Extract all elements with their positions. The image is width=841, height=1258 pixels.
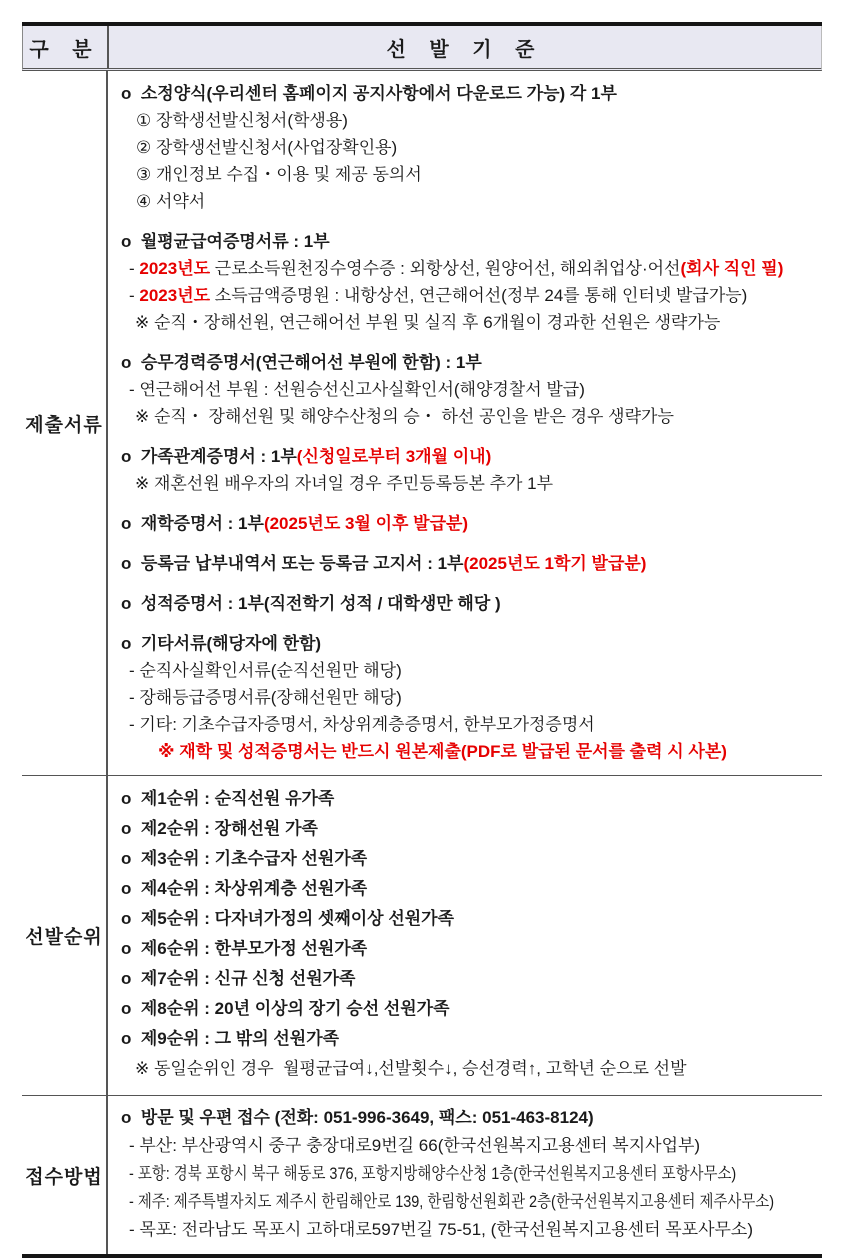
row-label-priority: 선발순위 (22, 776, 108, 1095)
text-line (108, 905, 818, 932)
row-content-apply-method (108, 1096, 841, 1254)
text-line (108, 684, 818, 711)
highlighted-text: (신청일로부터 3개월 이내) (296, 447, 492, 466)
text-segment: o 성적증명서 : 1부(직전학기 성적 / 대학생만 해당 ) (121, 594, 501, 613)
text-line (108, 1160, 841, 1188)
text-segment: - 목포: 전라남도 목포시 고하대로597번길 75-51, (한국선원복지고용센터 목포사무소) (129, 1220, 753, 1239)
row-content-documents (108, 71, 822, 775)
text-line (108, 965, 818, 992)
row-label-documents: 제출서류 (22, 71, 108, 775)
text-segment: - 제주: 제주특별자치도 제주시 한림해안로 139, 한림항선원회관 2층(한국선원복지고용센터 제주사무소) (129, 1192, 775, 1211)
text-line (108, 470, 818, 497)
text-line (108, 657, 818, 684)
text-segment: o 소정양식(우리센터 홈페이지 공지사항에서 다운로드 가능) 각 1부 (121, 84, 617, 103)
text-line (108, 510, 818, 537)
text-segment: - 기타: 기초수급자증명서, 차상위계층증명서, 한부모가정증명서 (129, 715, 595, 734)
text-segment: o 가족관계증명서 : 1부 (121, 447, 297, 466)
text-segment: 근로소득원천징수영수증 : 외항상선, 원양어선, 해외취업상·어선 (210, 259, 681, 278)
text-segment: - (129, 259, 140, 278)
row-content-priority (108, 776, 822, 1095)
text-line (108, 309, 818, 336)
text-segment: ※ 순직・ 장해선원 및 해양수산청의 승・ 하선 공인을 받은 경우 생략가능 (135, 407, 674, 426)
text-line (108, 376, 818, 403)
text-line (108, 1104, 841, 1132)
text-segment: o 제3순위 : 기초수급자 선원가족 (121, 849, 368, 868)
text-segment: o 등록금 납부내역서 또는 등록금 고지서 : 1부 (121, 554, 464, 573)
text-segment: o 재학증명서 : 1부 (121, 514, 264, 533)
highlighted-text: 2023년도 (139, 286, 211, 305)
text-line (108, 1216, 841, 1244)
text-line (108, 935, 818, 962)
criteria-table (22, 22, 822, 1258)
row-documents (22, 71, 822, 775)
text-line (108, 995, 818, 1022)
row-priority (22, 775, 822, 1095)
text-segment: o 승무경력증명서(연근해어선 부원에 한함) : 1부 (121, 353, 482, 372)
text-segment: ① 장학생선발신청서(학생용) (136, 111, 348, 130)
text-segment: - 부산: 부산광역시 중구 충장대로9번길 66(한국선원복지고용센터 복지사업부) (129, 1136, 701, 1155)
text-segment: o 제1순위 : 순직선원 유가족 (121, 789, 335, 808)
text-segment: - 포항: 경북 포항시 북구 해동로 376, 포항지방해양수산청 1층(한국선원복지고용센터 포항사무소) (129, 1164, 737, 1183)
highlighted-text: (회사 직인 필) (680, 259, 784, 278)
header-cell-criteria: 선 발 기 준 (386, 38, 544, 61)
table-header-row (22, 26, 822, 71)
text-line (108, 80, 818, 107)
highlighted-text: (2025년도 3월 이후 발급분) (263, 514, 469, 533)
text-line (108, 845, 818, 872)
text-line (108, 590, 818, 617)
text-segment: - 순직사실확인서류(순직선원만 해당) (129, 661, 402, 680)
text-line (108, 875, 818, 902)
text-line (108, 443, 818, 470)
text-segment: o 제9순위 : 그 밖의 선원가족 (121, 1029, 340, 1048)
text-segment: ③ 개인정보 수집・이용 및 제공 동의서 (136, 165, 422, 184)
text-segment: ※ 동일순위인 경우 월평균급여↓,선발횟수↓, 승선경력↑, 고학년 순으로 선발 (135, 1059, 687, 1078)
text-segment: o 기타서류(해당자에 한함) (121, 634, 322, 653)
text-line (108, 815, 818, 842)
text-line (108, 738, 818, 765)
text-line (108, 550, 818, 577)
text-line (108, 161, 818, 188)
text-segment: o 제5순위 : 다자녀가정의 셋째이상 선원가족 (121, 909, 455, 928)
text-segment: o 제4순위 : 차상위계층 선원가족 (121, 879, 368, 898)
text-segment: o 월평균급여증명서류 : 1부 (121, 232, 330, 251)
text-line (108, 630, 818, 657)
text-segment: ④ 서약서 (136, 192, 206, 211)
text-line (108, 228, 818, 255)
row-apply-method (22, 1095, 822, 1254)
text-segment: o 제8순위 : 20년 이상의 장기 승선 선원가족 (121, 999, 450, 1018)
text-line (108, 1132, 841, 1160)
text-segment: - (129, 286, 140, 305)
text-segment: ※ 순직・장해선원, 연근해어선 부원 및 실직 후 6개월이 경과한 선원은 생략가능 (135, 313, 721, 332)
text-line (108, 282, 818, 309)
text-line (108, 1025, 818, 1052)
text-segment: o 방문 및 우편 접수 (전화: 051-996-3649, 팩스: 051-463-8124) (121, 1108, 594, 1127)
text-line (108, 403, 818, 430)
text-segment: ② 장학생선발신청서(사업장확인용) (136, 138, 398, 157)
text-line (108, 1188, 841, 1216)
text-segment: o 제6순위 : 한부모가정 선원가족 (121, 939, 368, 958)
text-segment: o 제2순위 : 장해선원 가족 (121, 819, 318, 838)
text-segment: - 장해등급증명서류(장해선원만 해당) (129, 688, 402, 707)
text-line (108, 349, 818, 376)
text-line (108, 711, 818, 738)
text-segment: ※ 재혼선원 배우자의 자녀일 경우 주민등록등본 추가 1부 (135, 474, 554, 493)
text-line (108, 188, 818, 215)
text-segment: o 제7순위 : 신규 신청 선원가족 (121, 969, 356, 988)
text-line (108, 785, 818, 812)
row-label-apply-method: 접수방법 (22, 1096, 108, 1254)
highlighted-text: (2025년도 1학기 발급분) (463, 554, 647, 573)
text-line (108, 1055, 818, 1082)
text-segment: 소득금액증명원 : 내항상선, 연근해어선(정부 24를 통해 인터넷 발급가능) (210, 286, 748, 305)
highlighted-text: ※ 재학 및 성적증명서는 반드시 원본제출(PDF로 발급된 문서를 출력 시 사본) (158, 742, 727, 761)
text-segment: - 연근해어선 부원 : 선원승선신고사실확인서(해양경찰서 발급) (129, 380, 585, 399)
header-cell-category: 구 분 (23, 26, 109, 68)
text-line (108, 107, 818, 134)
text-line (108, 255, 818, 282)
highlighted-text: 2023년도 (139, 259, 211, 278)
text-line (108, 134, 818, 161)
